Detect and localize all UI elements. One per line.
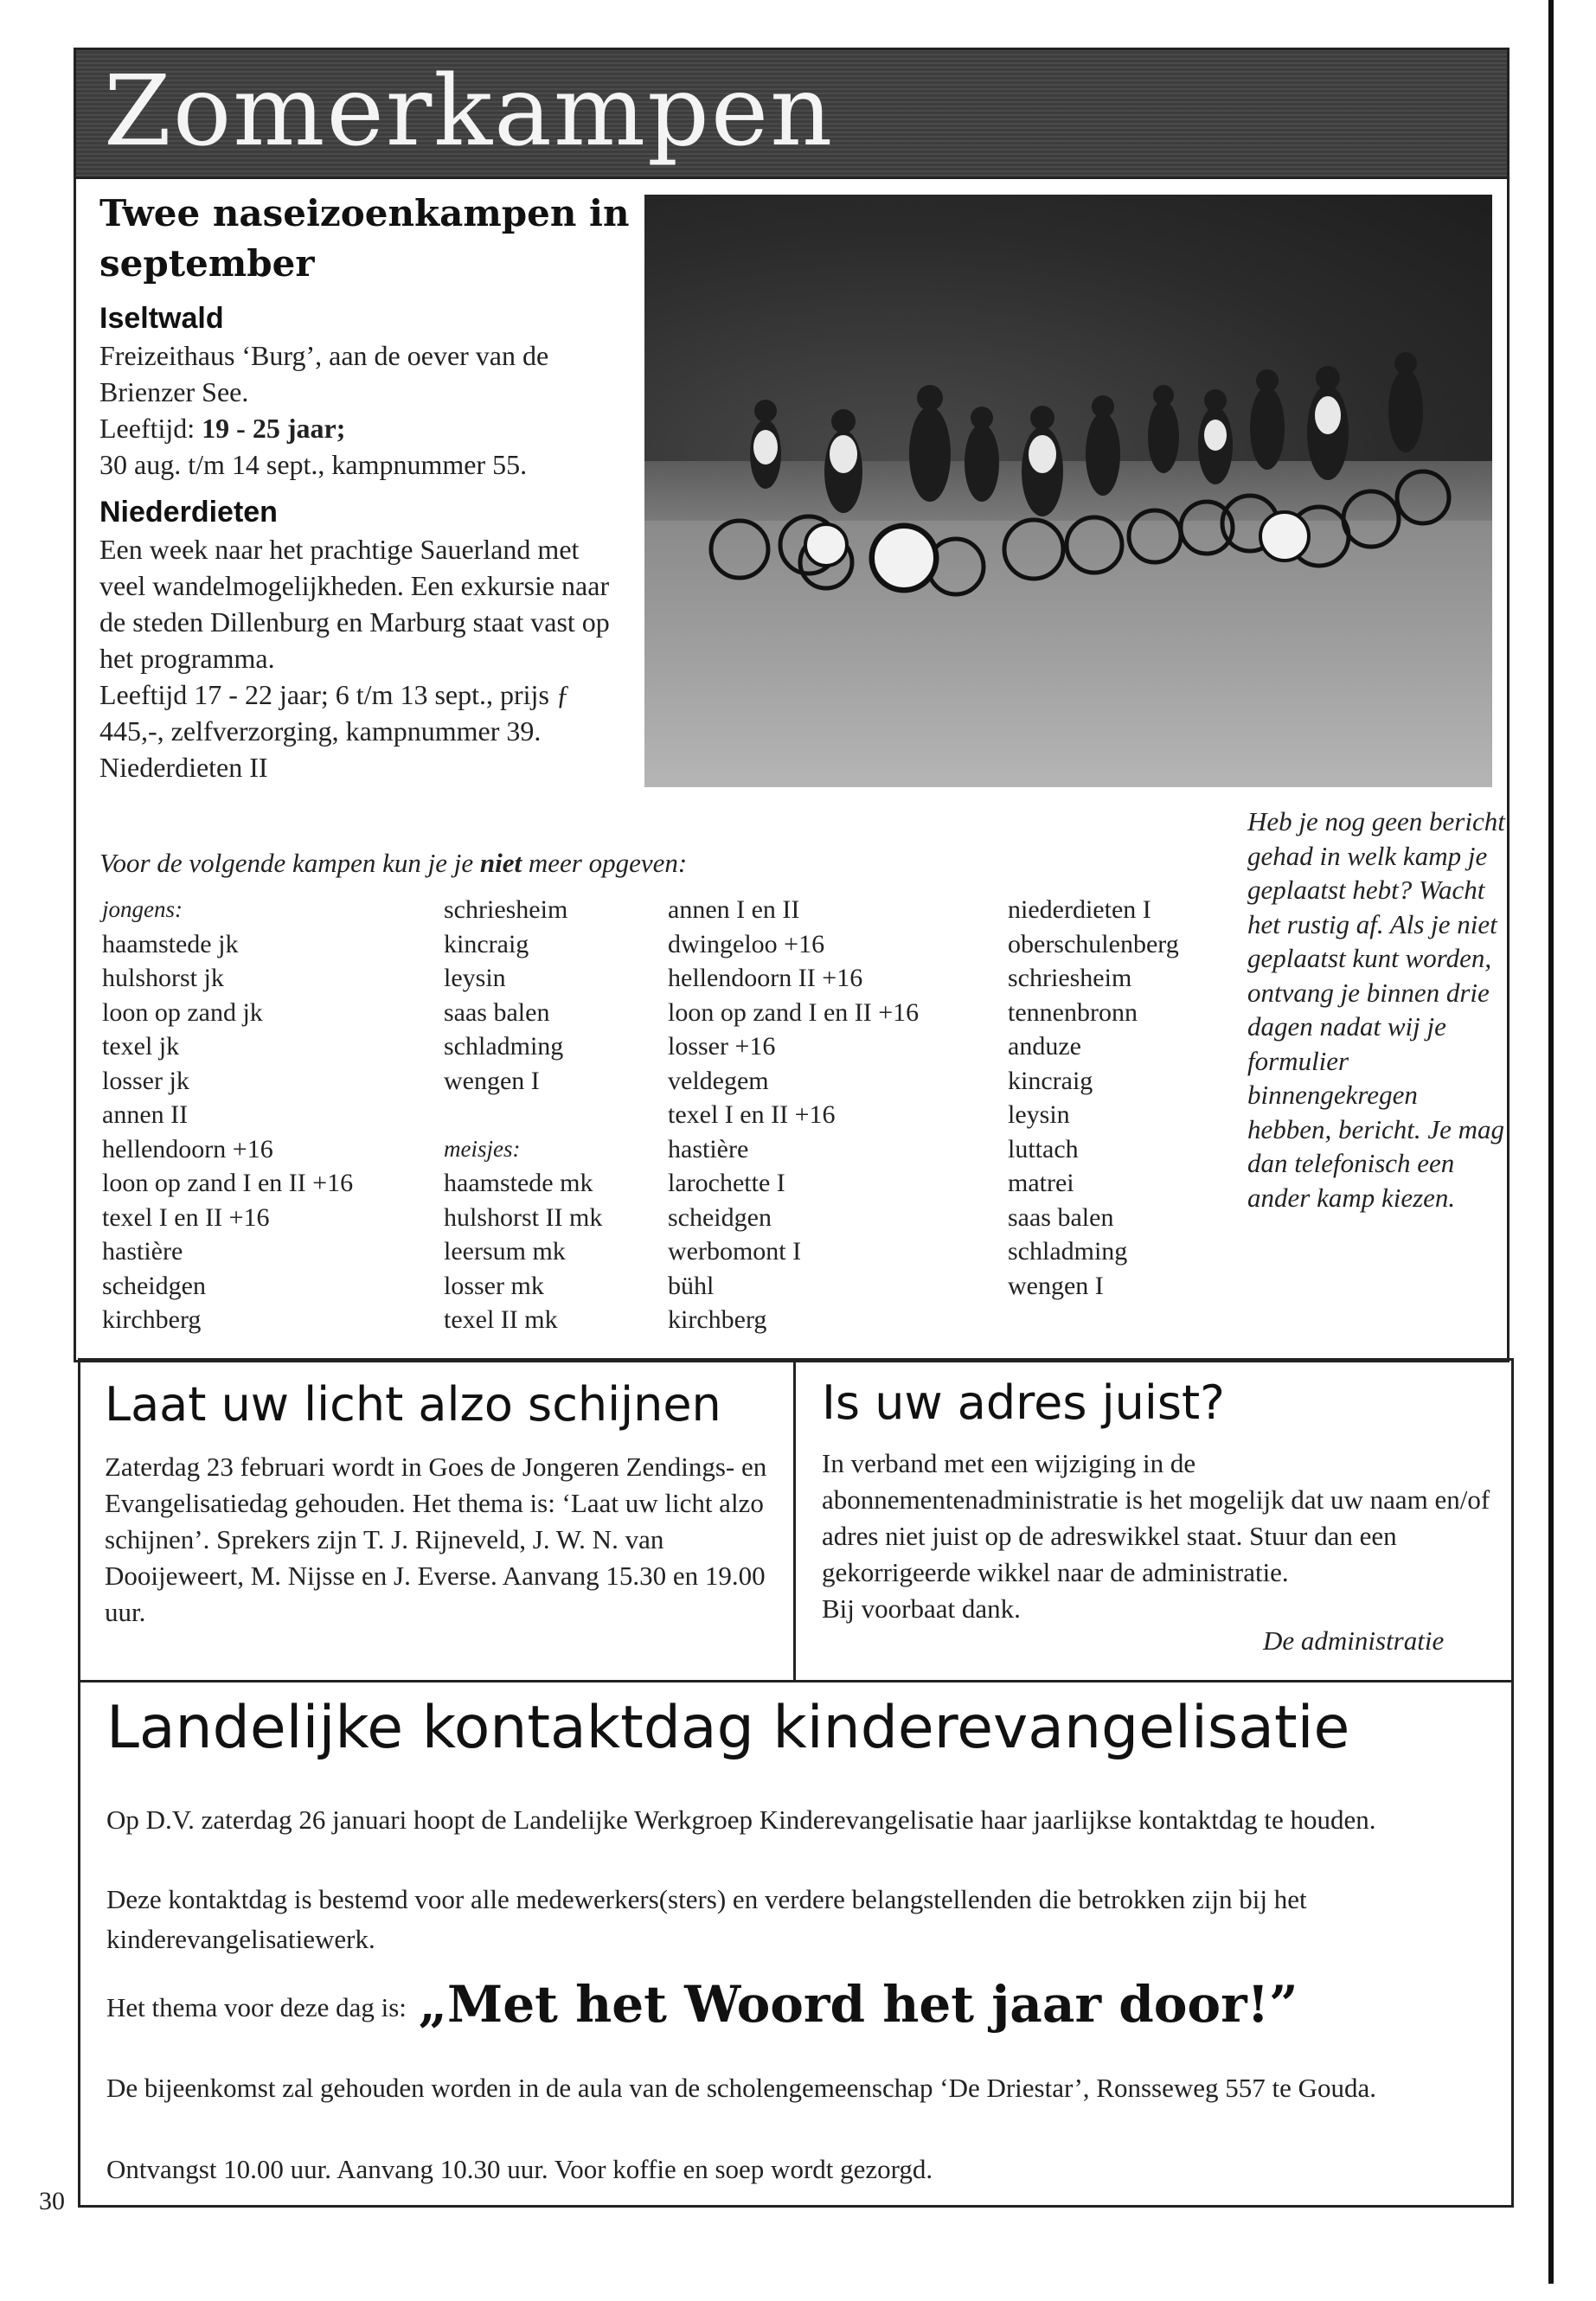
list-item: loon op zand I en II +16: [102, 1169, 354, 1197]
list-item: leysin: [444, 964, 506, 992]
list-item: annen II: [102, 1100, 189, 1129]
camp1-name: Iseltwald: [99, 302, 224, 335]
list-item: hulshorst II mk: [444, 1202, 603, 1232]
camp2-desc: Een week naar het prachtige Sauerland met veel wandelmogelijkheden. Een exkursie naar de steden Dillenburg en Marburg staat vast op het programma.: [99, 534, 610, 674]
adres-thanks: Bij voorbaat dank.: [822, 1593, 1021, 1624]
licht-box: [78, 1358, 796, 1682]
list-item: niederdieten I: [1008, 895, 1151, 924]
list-item: schriesheim: [1008, 964, 1132, 992]
list-item: hellendoorn II +16: [668, 964, 863, 992]
adres-signature: De administratie: [1263, 1625, 1445, 1656]
banner-title: Zomerkampen: [104, 55, 835, 168]
kontaktdag-title: Landelijke kontaktdag kinderevangelisatie: [106, 1694, 1350, 1762]
adres-body: [822, 1445, 1497, 1627]
camp1-age-value: 19 - 25 jaar;: [202, 413, 346, 444]
camp2-name: Niederdieten: [99, 496, 278, 529]
list-item: kincraig: [444, 929, 529, 958]
list-item: annen I en II: [668, 895, 800, 924]
list-item: schladming: [444, 1032, 564, 1061]
list-item: losser jk: [102, 1066, 189, 1095]
camp-list-col1: [102, 893, 353, 1337]
list-item: luttach: [1008, 1134, 1079, 1163]
list-item: loon op zand jk: [102, 997, 263, 1027]
licht-body: Zaterdag 23 februari wordt in Goes de Jongeren Zendings- en Evangelisatiedag gehouden. Het thema is: ‘Laat uw licht alzo schijnen’. Sprekers zijn T. J. Rijneveld, J. W. N. van Dooijeweert, M. Nijsse en J. Everse. Aanvang 15.30 en 19.00 uur.: [105, 1452, 767, 1627]
list-item: texel I en II +16: [102, 1202, 270, 1232]
page-edge-rule: [1548, 0, 1554, 2284]
kontaktdag-box: [78, 1680, 1514, 2208]
list-item: bühl: [668, 1271, 715, 1300]
list-item: scheidgen: [668, 1202, 772, 1232]
list-item: texel II mk: [444, 1305, 558, 1334]
group-cycling-photo: [644, 195, 1492, 787]
adres-box: [793, 1358, 1514, 1682]
list-item: leysin: [1008, 1100, 1070, 1129]
list-item: werbomont I: [668, 1237, 802, 1266]
col1-caption: jongens:: [102, 896, 183, 922]
list-item: loon op zand I en II +16: [668, 997, 920, 1027]
kontaktdag-p2: Deze kontaktdag is bestemd voor alle medewerkers(sters) en verdere belangstellenden die betrokken zijn bij het kinderevangelisatiewerk.: [106, 1884, 1307, 1954]
closed-notice: Voor de volgende kampen kun je je niet meer opgeven:: [99, 848, 688, 878]
camp2-text: [99, 531, 627, 785]
kontaktdag-p3: De bijeenkomst zal gehouden worden in de aula van de scholengemeenschap ‘De Driestar’, Ronsseweg 557 te Gouda.: [106, 2073, 1377, 2103]
list-item: dwingeloo +16: [668, 929, 825, 958]
list-item: hastière: [668, 1134, 749, 1163]
list-item: matrei: [1008, 1169, 1074, 1197]
list-item: wengen I: [1008, 1271, 1104, 1300]
licht-title: Laat uw licht alzo schijnen: [105, 1377, 721, 1432]
list-item: kincraig: [1008, 1066, 1093, 1095]
list-item: haamstede mk: [444, 1169, 593, 1197]
adres-title: Is uw adres juist?: [822, 1375, 1225, 1430]
list-caption: meisjes:: [444, 1135, 521, 1162]
kontaktdag-p1: Op D.V. zaterdag 26 januari hoopt de Landelijke Werkgroep Kinderevangelisatie haar jaarlijkse kontaktdag te houden.: [106, 1804, 1376, 1835]
list-item: schladming: [1008, 1237, 1128, 1266]
list-spacer: [444, 1098, 602, 1132]
list-item: haamstede jk: [102, 929, 239, 958]
theme-prefix: Het thema voor deze dag is:: [106, 1992, 407, 2022]
list-item: tennenbronn: [1008, 997, 1138, 1027]
list-item: veldegem: [668, 1066, 769, 1095]
kontaktdag-theme-line: [106, 1975, 1298, 2034]
list-item: kirchberg: [668, 1305, 767, 1334]
list-item: larochette I: [668, 1169, 785, 1197]
camp2-details: Leeftijd 17 - 22 jaar; 6 t/m 13 sept., prijs ƒ 445,-, zelfverzorging, kampnummer 39. Niederdieten II: [99, 679, 570, 783]
zomerkampen-banner: [74, 48, 1509, 179]
placement-info-note: Heb je nog geen bericht gehad in welk kamp je geplaatst hebt? Wacht het rustig af. Als je niet geplaatst kunt worden, ontvang je binnen drie dagen nadat wij je formulier binnengekregen hebben, bericht. Je mag dan telefonisch een ander kamp kiezen.: [1247, 806, 1505, 1213]
list-item: scheidgen: [102, 1271, 206, 1300]
list-item: losser +16: [668, 1032, 776, 1061]
list-item: hulshorst jk: [102, 964, 224, 992]
list-item: saas balen: [1008, 1202, 1114, 1232]
camp1-dates: 30 aug. t/m 14 sept., kampnummer 55.: [99, 449, 528, 480]
list-item: schriesheim: [444, 895, 568, 924]
list-item: hellendoorn +16: [102, 1134, 273, 1163]
closed-notice-emph: niet: [479, 848, 522, 878]
cyclists-illustration: [644, 195, 1492, 787]
camp1-desc: Freizeithaus ‘Burg’, aan de oever van de Brienzer See.: [99, 340, 549, 407]
list-item: anduze: [1008, 1032, 1081, 1061]
list-item: texel I en II +16: [668, 1100, 836, 1129]
page-number: 30: [39, 2187, 65, 2215]
naseizoen-heading: Twee naseizoenkampen in september: [99, 192, 630, 285]
list-item: oberschulenberg: [1008, 929, 1179, 958]
list-item: kirchberg: [102, 1305, 202, 1334]
list-item: hastière: [102, 1237, 183, 1266]
list-item: losser mk: [444, 1271, 544, 1300]
list-item: wengen I: [444, 1066, 540, 1095]
kontaktdag-p4: Ontvangst 10.00 uur. Aanvang 10.30 uur. Voor koffie en soep wordt gezorgd.: [106, 2154, 933, 2184]
camp-list-col4: [1008, 893, 1179, 1303]
list-item: texel jk: [102, 1032, 180, 1061]
theme-title: „Met het Woord het jaar door!”: [418, 1975, 1298, 2034]
list-item: saas balen: [444, 997, 550, 1027]
camp1-text: [99, 337, 636, 483]
list-item: leersum mk: [444, 1237, 566, 1266]
camp1-age: Leeftijd: 19 - 25 jaar;: [99, 413, 346, 444]
camp-list-col3: [668, 893, 919, 1337]
adres-text: In verband met een wijziging in de abonnementenadministratie is het mogelijk dat uw naam en/of adres niet juist op de adreswikkel staat. Stuur dan een gekorrigeerde wikkel naar de administratie.: [822, 1448, 1490, 1587]
camp-list-col2: [444, 893, 602, 1337]
